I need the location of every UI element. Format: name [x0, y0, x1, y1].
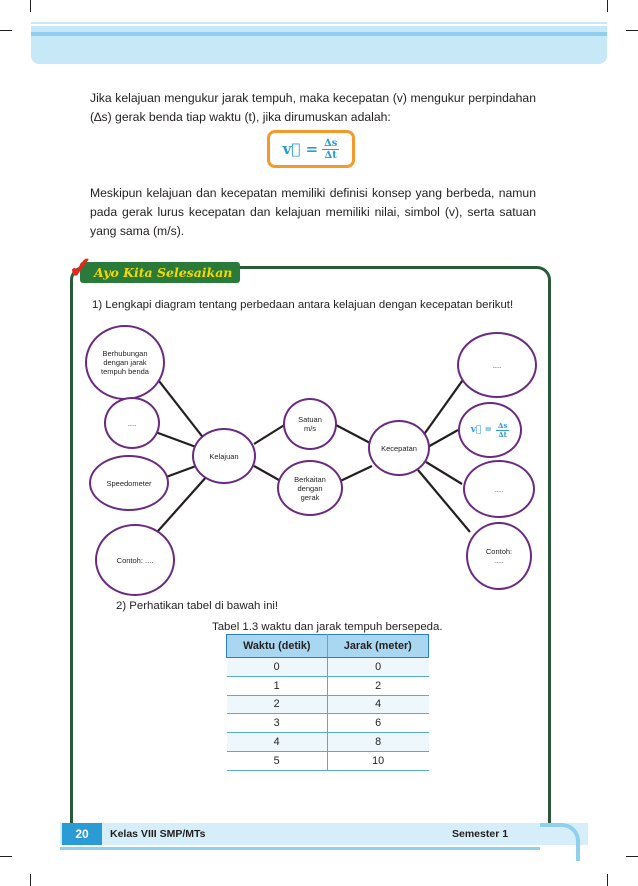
- node-kelajuan: Kelajuan: [192, 428, 256, 484]
- connector-line: [254, 424, 286, 444]
- cell-distance: 8: [327, 733, 428, 752]
- cell-time: 3: [227, 714, 328, 733]
- node-example-right: Contoh: ....: [466, 522, 532, 590]
- connector-line: [426, 430, 458, 448]
- node-blank-right-top: ....: [457, 332, 537, 398]
- table-header-row: [227, 635, 429, 658]
- connector-line: [334, 424, 372, 444]
- node-formula-denominator: ∆t: [498, 429, 507, 439]
- node-example-left: Contoh: ....: [95, 524, 175, 596]
- table-row: [227, 714, 429, 733]
- table-row: [227, 733, 429, 752]
- cell-time: 4: [227, 733, 328, 752]
- node-distance-related: Berhubungan dengan jarak tempuh benda: [85, 325, 165, 400]
- node-formula: [458, 402, 522, 458]
- node-formula-fraction: [496, 422, 509, 439]
- formula-denominator: ∆t: [324, 149, 337, 161]
- node-blank-right-middle: ....: [463, 460, 535, 518]
- cell-distance: 6: [327, 714, 428, 733]
- footer-line: [60, 847, 540, 850]
- connector-line: [418, 470, 470, 532]
- table-row: [227, 695, 429, 714]
- node-satuan: Satuan m/s: [283, 398, 337, 450]
- node-speedometer: Speedometer: [89, 455, 169, 511]
- cell-time: 0: [227, 658, 328, 677]
- node-formula-numerator: ∆s: [498, 420, 508, 430]
- formula-lhs: v⃗ =: [282, 140, 319, 158]
- intro-paragraph: Jika kelajuan mengukur jarak tempuh, maka kecepatan (v) mengukur perpindahan (∆s) gerak benda tiap waktu (t), jika dirumuskan adalah:: [90, 91, 536, 124]
- data-table: [226, 634, 429, 771]
- explanation-paragraph: Meskipun kelajuan dan kecepatan memiliki definisi konsep yang berbeda, namun pada gerak lurus kecepatan dan kelajuan memiliki nilai, simbol (v), serta satuan yang sama (m/s).: [90, 186, 536, 238]
- connector-line: [426, 462, 462, 484]
- header-time: Waktu (detik): [227, 635, 328, 658]
- cell-distance: 0: [327, 658, 428, 677]
- checkmark-icon: ✓: [68, 252, 94, 285]
- node-blank: ....: [104, 397, 160, 449]
- table-row: [227, 676, 429, 695]
- table-row: [227, 751, 429, 770]
- cell-distance: 2: [327, 676, 428, 695]
- question-2: 2) Perhatikan tabel di bawah ini!: [116, 600, 279, 612]
- question-1: 1) Lengkapi diagram tentang perbedaan antara kelajuan dengan kecepatan berikut!: [92, 299, 514, 311]
- section-title: Ayo Kita Selesaikan: [80, 262, 240, 283]
- formula-numerator: ∆s: [324, 137, 338, 149]
- node-kecepatan: Kecepatan: [368, 420, 430, 476]
- cell-time: 2: [227, 695, 328, 714]
- table-row: [227, 658, 429, 677]
- connector-line: [152, 372, 205, 440]
- cell-distance: 10: [327, 751, 428, 770]
- footer-curve: [540, 823, 580, 861]
- node-berkaitan: Berkaitan dengan gerak: [277, 460, 343, 516]
- cell-time: 5: [227, 751, 328, 770]
- node-formula-lhs: v⃗ =: [470, 424, 493, 435]
- cell-time: 1: [227, 676, 328, 695]
- page-number: 20: [62, 823, 102, 845]
- cell-distance: 4: [327, 695, 428, 714]
- book-title: Kelas VIII SMP/MTs: [110, 828, 206, 840]
- semester-label: Semester 1: [452, 828, 509, 840]
- header-distance: Jarak (meter): [327, 635, 428, 658]
- table-caption: Tabel 1.3 waktu dan jarak tempuh bersepeda.: [212, 621, 443, 633]
